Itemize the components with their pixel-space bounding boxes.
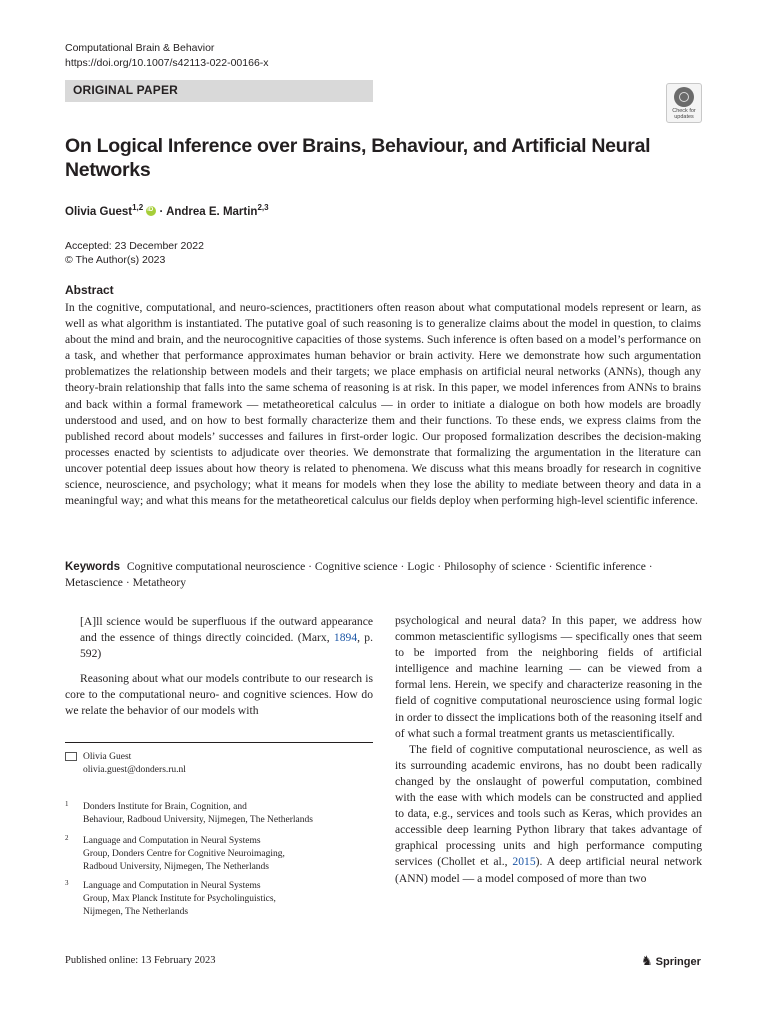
affiliation-line: Group, Max Planck Institute for Psycholinguistics, [83, 894, 276, 904]
citation-link[interactable]: 1894 [333, 631, 358, 645]
accepted-date: Accepted: 23 December 2022 [65, 240, 204, 252]
citation-link[interactable]: 2015 [512, 855, 536, 869]
affiliation-line: Language and Computation in Neural Systems [83, 836, 261, 846]
affiliation-line: Donders Institute for Brain, Cognition, and [83, 802, 247, 812]
author-separator: · [159, 205, 164, 218]
affiliation-number: 3 [65, 879, 69, 887]
affiliation-line: Radboud University, Nijmegen, The Netherlands [83, 862, 270, 872]
crossmark-icon [674, 87, 694, 107]
crossmark-label: Check for updates [672, 108, 696, 120]
right-column [395, 613, 702, 887]
doi-link[interactable]: https://doi.org/10.1007/s42113-022-00166-x [65, 57, 269, 69]
journal-header [65, 41, 269, 71]
check-for-updates-badge[interactable] [666, 83, 702, 123]
abstract-text: In the cognitive, computational, and neuro-sciences, practitioners often reason about what computational models represent or learn, as well as what algorithm is instantiated. The putative goal of such reasoning is to generalize claims about the model in question, to claims about the mind and brain, and the neurocognitive capacities of those systems. Such inference is often based on a model’s performance on a task, and whether that performance approximates human behavior or brain activity. Here we demonstrate how such argumentation problematizes the relationship between models and their targets; we place emphasis on artificial neural networks (ANNs), though any theory-brain relationship that falls into the same schema of reasoning is at risk. In this paper, we model inferences from ANNs to brains and back within a formal framework — metatheoretical calculus — in order to initiate a dialogue on both how models are broadly understood and used, and on how to best formally characterize them and their functions. To these ends, we express claims from the published record about models’ successes and failures in first-order logic. Our proposed formalization describes the decision-making processes enacted by scientists to adjudicate over theories. We demonstrate that formalizing the argumentation in the literature can uncover potential deep issues about how theory is related to phenomena. We discuss what this means broadly for research in cognitive science, neuroscience, and psychology; what it means for models when they lose the ability to mediate between theory and data in a meaningful way; and what this means for the metatheoretical calculus our fields deploy when performing high-level scientific inference. [65, 301, 701, 508]
affiliation-number: 1 [65, 800, 69, 808]
affiliation-line: Nijmegen, The Netherlands [83, 907, 189, 917]
author-affiliation-ref: 1,2 [132, 203, 144, 212]
author-name[interactable]: Andrea E. Martin [166, 205, 258, 218]
orcid-icon[interactable] [146, 206, 156, 216]
copyright-notice: © The Author(s) 2023 [65, 253, 166, 266]
corresponding-author [65, 751, 186, 777]
affiliation [65, 801, 373, 827]
body-paragraph: psychological and neural data? In this paper, we address how common metascientific syllogisms — specifically ones that seem to be imported from the neighboring fields of artificial intelligence and machine learning — can be viewed from a formal lens. Herein, we specify and characterize reasoning in the field of cognitive computational neuroscience using formal logic in order to dissect the implications both of the reasoning itself and of what such a formal treatment grants us metascientifically. [395, 614, 702, 740]
footnote-divider [65, 742, 373, 743]
article-type-label: ORIGINAL PAPER [73, 83, 179, 97]
affiliation-number: 2 [65, 834, 69, 842]
corresponding-author-name: Olivia Guest [83, 752, 132, 762]
published-date: Published online: 13 February 2023 [65, 955, 216, 966]
author-affiliation-ref: 2,3 [257, 203, 269, 212]
keywords-list: Cognitive computational neuroscience · Cognitive science · Logic · Philosophy of science · Scientific inference · Metascience · Metatheory [65, 560, 653, 590]
publisher-logo [641, 953, 701, 969]
springer-horse-icon: ♞ [641, 953, 653, 968]
corresponding-author-email[interactable]: olivia.guest@donders.ru.nl [83, 765, 186, 775]
article-dates [65, 240, 204, 267]
affiliation-line: Group, Donders Centre for Cognitive Neuroimaging, [83, 849, 285, 859]
affiliation-line: Language and Computation in Neural Systems [83, 881, 261, 891]
envelope-icon [65, 752, 77, 761]
body-paragraph: The field of cognitive computational neuroscience, as well as its surrounding academic environs, has no doubt been radically changed by the onslaught of powerful computation, combined with the ease with which models can be constructed and applied to data, e.g., services and tools such as Keras, which provides an accessible deep learning Python library that takes advantage of graphical processing units and high performance computing services (Chollet et al., 2015). A deep artificial neural network (ANN) model — a model composed of more than two [395, 742, 703, 885]
journal-name: Computational Brain & Behavior [65, 42, 215, 54]
author-name[interactable]: Olivia Guest [65, 205, 133, 218]
publisher-name: Springer [655, 956, 701, 968]
article-type-banner [65, 80, 373, 102]
keywords-heading: Keywords [65, 561, 120, 573]
body-paragraph: Reasoning about what our models contribute to our research is core to the computational neuro- and cognitive sciences. How do we relate the behavior of our models with [65, 672, 373, 718]
affiliation [65, 880, 373, 919]
abstract-heading: Abstract [65, 283, 114, 297]
keywords [65, 559, 705, 592]
affiliation [65, 835, 373, 874]
affiliation-line: Behaviour, Radboud University, Nijmegen, The Netherlands [83, 815, 313, 825]
paper-title: On Logical Inference over Brains, Behaviour, and Artificial Neural Networks [65, 135, 651, 181]
epigraph-quote: [A]ll science would be superfluous if the outward appearance and the essence of things directly coincided. (Marx, 1894, p. 592) [80, 615, 373, 661]
author-list [65, 203, 269, 218]
